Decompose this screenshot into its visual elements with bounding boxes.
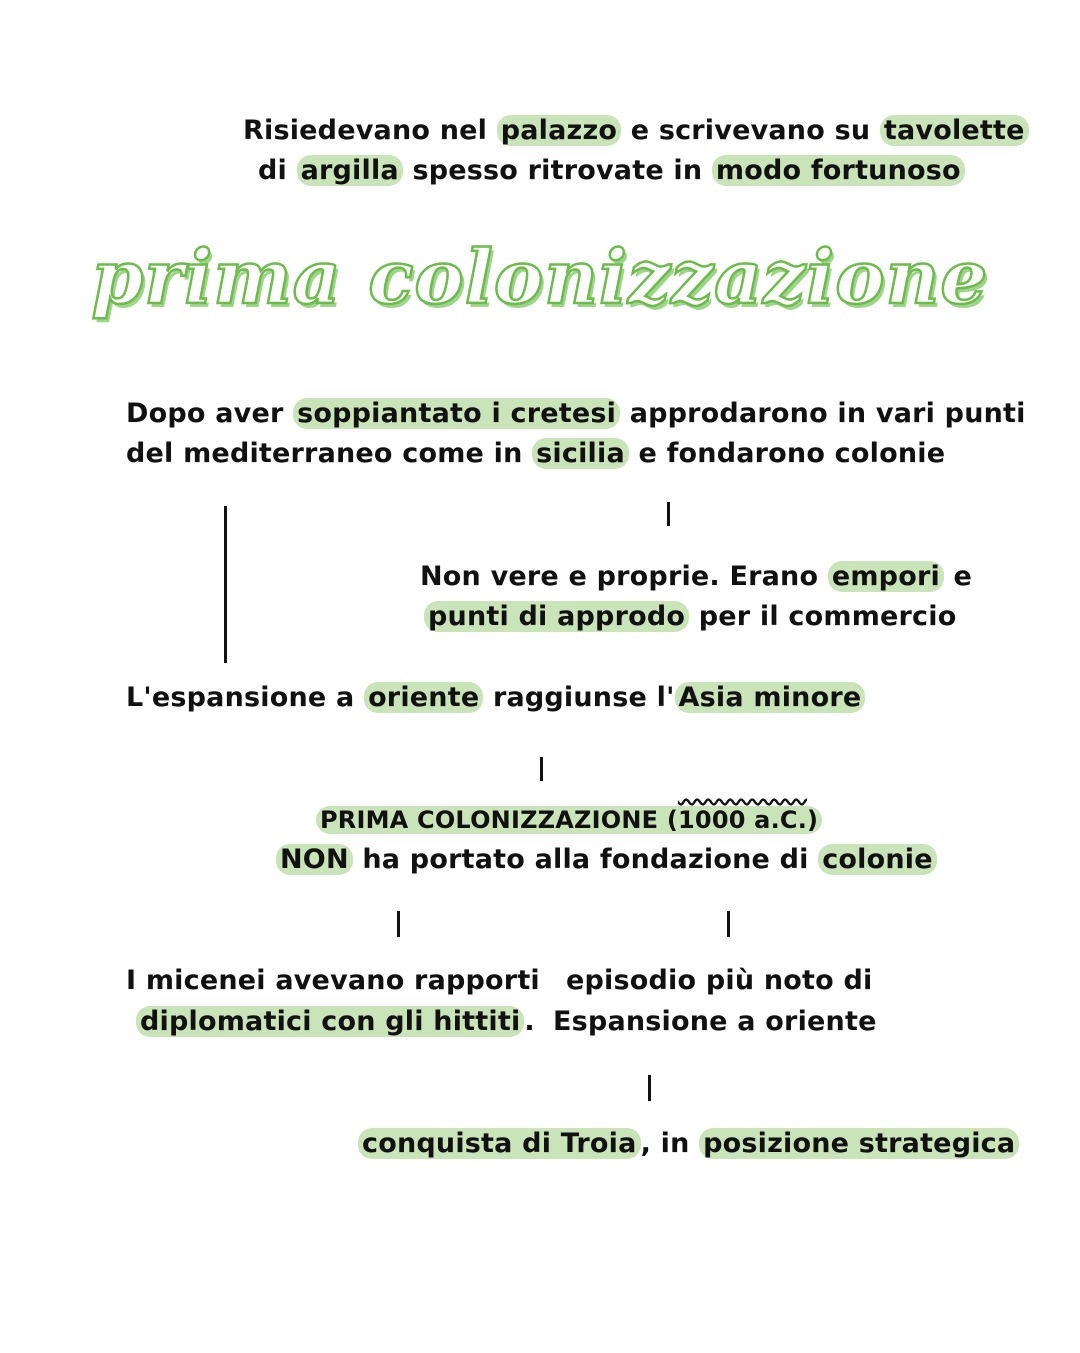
page-title: prima colonizzazione [91, 235, 989, 321]
highlight-soppiantato: soppiantato i cretesi [293, 398, 620, 429]
prima-line-1 [316, 803, 822, 837]
note1-line-2: punti di approdo per il commercio [424, 600, 956, 634]
para2-line: L'espansione a oriente raggiunse l' Asia minore [126, 681, 865, 715]
highlight-non: NON [276, 844, 353, 875]
highlight-posizione-strategica: posizione strategica [699, 1128, 1019, 1159]
highlight-argilla: argilla [297, 155, 403, 186]
final-line: conquista di Troia , in posizione strategica [358, 1127, 1019, 1161]
highlight-oriente: oriente [364, 682, 483, 713]
left-branch-line-2: diplomatici con gli hittiti . [136, 1005, 535, 1039]
highlight-tavolette: tavolette [880, 115, 1029, 146]
prima-line-2: NON ha portato alla fondazione di colonie [276, 843, 937, 877]
highlight-punti-di-approdo: punti di approdo [424, 601, 689, 632]
connector-right-branch [727, 911, 730, 937]
intro-line-1: Risiedevano nel palazzo e scrivevano su tavolette [243, 114, 1029, 148]
connector-final [648, 1075, 651, 1101]
highlight-modo-fortunoso: modo fortunoso [712, 155, 965, 186]
para1-line-2: del mediterraneo come in sicilia e fondarono colonie [126, 438, 946, 469]
intro-line-2: di argilla spesso ritrovate in modo fortunoso [258, 154, 965, 188]
connector-para2-prima [540, 757, 543, 781]
connector-para1-note [667, 502, 670, 526]
right-branch-line-1: episodio più noto di [566, 965, 873, 996]
highlight-asia-minore: Asia minore [675, 682, 866, 713]
highlight-prima-colonizzazione: PRIMA COLONIZZAZIONE (1000 a.C.) [316, 806, 822, 834]
long-vertical-connector [224, 506, 227, 663]
highlight-diplomatici: diplomatici con gli hittiti [136, 1006, 524, 1037]
left-branch-line-1: I micenei avevano rapporti [126, 965, 540, 996]
para1-line-1: Dopo aver soppiantato i cretesi approdarono in vari punti [126, 398, 1026, 429]
connector-left-branch [397, 911, 400, 937]
note1-line-1: Non vere e proprie. Erano empori e [420, 561, 973, 592]
right-branch-line-2: Espansione a oriente [553, 1006, 877, 1037]
highlight-conquista-di-troia: conquista di Troia [358, 1128, 641, 1159]
highlight-sicilia: sicilia [532, 438, 629, 469]
highlight-empori: empori [828, 561, 944, 592]
date-1000-ac: 1000 a.C. [678, 806, 808, 834]
highlight-colonie: colonie [818, 844, 937, 875]
highlight-palazzo: palazzo [497, 115, 621, 146]
